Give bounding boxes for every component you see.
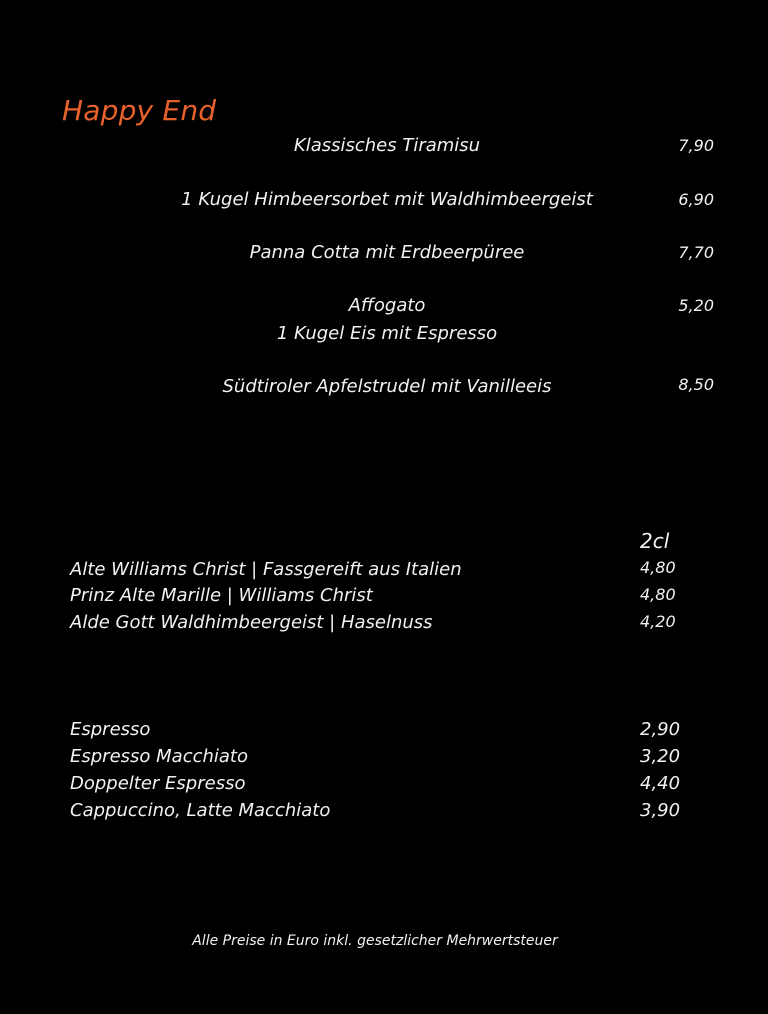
dessert-name: Panna Cotta mit Erdbeerpüree [249,242,525,263]
dessert-price: 5,20 [678,296,714,315]
coffee-price: 3,90 [640,800,681,821]
footer-note: Alle Preise in Euro inkl. gesetzlicher Mehrwertsteuer [192,933,558,949]
dessert-price: 7,70 [678,243,714,262]
coffee-name: Cappuccino, Latte Macchiato [70,800,331,821]
coffee-price: 2,90 [640,719,681,740]
spirit-price: 4,80 [640,585,676,604]
dessert-price: 7,90 [678,136,714,155]
dessert-name: Südtiroler Apfelstrudel mit Vanilleeis [222,376,552,397]
spirit-name: Alde Gott Waldhimbeergeist | Haselnuss [70,612,433,633]
coffee-price: 3,20 [640,746,681,767]
coffee-name: Espresso Macchiato [70,746,249,767]
dessert-name: Affogato [348,295,426,316]
section-title: Happy End [62,94,217,127]
dessert-name: 1 Kugel Himbeersorbet mit Waldhimbeergeist [181,189,593,210]
spirit-price: 4,80 [640,558,676,577]
dessert-name: Klassisches Tiramisu [293,135,481,156]
spirit-price: 4,20 [640,612,676,631]
coffee-name: Espresso [70,719,151,740]
dessert-subtitle: 1 Kugel Eis mit Espresso [276,323,498,344]
spirit-name: Alte Williams Christ | Fassgereift aus Italien [70,559,462,580]
dessert-price: 6,90 [678,190,714,209]
coffee-name: Doppelter Espresso [70,773,246,794]
dessert-price: 8,50 [678,375,714,394]
coffee-price: 4,40 [640,773,681,794]
spirits-unit-header: 2cl [640,529,670,553]
spirit-name: Prinz Alte Marille | Williams Christ [70,585,373,606]
